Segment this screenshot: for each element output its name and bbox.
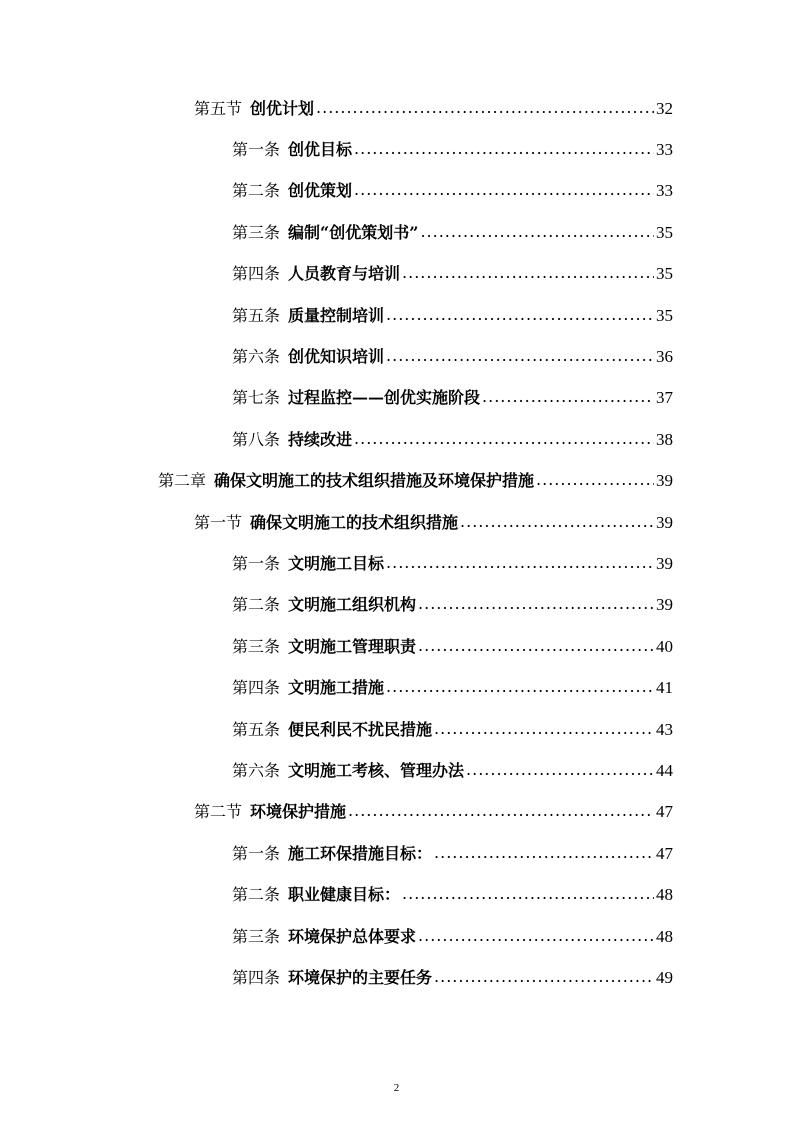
toc-entry-number: 第四条 <box>232 264 281 284</box>
toc-entry-page: 48 <box>656 885 673 905</box>
toc-entry-number: 第八条 <box>232 429 281 449</box>
toc-entry-title: 过程监控——创优实施阶段 <box>288 388 481 408</box>
toc-entry-title: 确保文明施工的技术组织措施 <box>250 512 459 532</box>
toc-entry-page: 40 <box>656 636 673 656</box>
toc-label <box>232 761 464 781</box>
toc-entry[interactable] <box>0 874 793 915</box>
toc-entry[interactable] <box>0 254 793 295</box>
toc-label <box>232 554 384 574</box>
toc-label <box>232 140 352 160</box>
toc-entry[interactable] <box>0 336 793 377</box>
toc-entry-page: 39 <box>656 512 673 532</box>
toc-label <box>232 430 352 450</box>
toc-entry-number: 第四条 <box>232 678 281 698</box>
toc-entry-page: 36 <box>656 347 673 367</box>
toc-entry-number: 第六条 <box>232 760 281 780</box>
toc-entry-page: 35 <box>656 305 673 325</box>
dot-leader <box>434 719 654 739</box>
toc-label <box>232 264 400 284</box>
toc-label <box>232 678 384 698</box>
toc-entry-number: 第一条 <box>232 553 281 573</box>
toc-entry[interactable] <box>0 585 793 626</box>
toc-entry-title: 创优目标 <box>288 140 353 160</box>
toc-entry[interactable] <box>0 750 793 791</box>
toc-label <box>194 99 314 119</box>
toc-label <box>232 388 480 408</box>
toc-entry-title: 环境保护措施 <box>250 802 347 822</box>
toc-label <box>232 844 432 864</box>
toc-label <box>232 223 418 243</box>
dot-leader <box>354 139 654 159</box>
page-number: 2 <box>393 1082 400 1094</box>
toc-entry[interactable] <box>0 916 793 957</box>
dot-leader <box>386 346 654 366</box>
toc-label <box>232 927 416 947</box>
toc-entry[interactable] <box>0 461 793 502</box>
toc-entry[interactable] <box>0 957 793 998</box>
dot-leader <box>354 180 654 200</box>
toc-entry-title: 环境保护总体要求 <box>288 926 417 946</box>
dot-leader <box>418 594 654 614</box>
toc-entry-title: 创优计划 <box>250 98 315 118</box>
toc-entry[interactable] <box>0 171 793 212</box>
toc-entry-number: 第二条 <box>232 885 281 905</box>
dot-leader <box>482 387 654 407</box>
toc-entry-number: 第七条 <box>232 388 281 408</box>
toc-entry-number: 第二节 <box>194 802 243 822</box>
toc-entry-title: 创优知识培训 <box>288 347 385 367</box>
toc-entry-page: 43 <box>656 719 673 739</box>
toc-entry-title: 文明施工管理职责 <box>288 636 417 656</box>
toc-label <box>232 306 384 326</box>
toc-entry-page: 33 <box>656 140 673 160</box>
dot-leader <box>460 512 654 532</box>
dot-leader <box>466 760 654 780</box>
toc-label <box>194 802 346 822</box>
toc-entry-page: 35 <box>656 264 673 284</box>
toc-entry[interactable] <box>0 833 793 874</box>
toc-label <box>158 471 534 491</box>
toc-entry-title: 创优策划 <box>288 181 353 201</box>
dot-leader <box>434 967 654 987</box>
toc-entry-number: 第四条 <box>232 967 281 987</box>
toc-entry-page: 41 <box>656 678 673 698</box>
toc-entry-page: 39 <box>656 553 673 573</box>
toc-entry-title: 便民利民不扰民措施 <box>288 719 433 739</box>
dot-leader <box>434 843 654 863</box>
toc-entry[interactable] <box>0 295 793 336</box>
toc-entry-title: 文明施工措施 <box>288 678 385 698</box>
toc-entry-page: 49 <box>656 967 673 987</box>
toc-entry[interactable] <box>0 667 793 708</box>
toc-label <box>232 885 400 905</box>
toc-entry[interactable] <box>0 419 793 460</box>
toc-label <box>232 720 432 740</box>
toc-entry-title: 确保文明施工的技术组织措施及环境保护措施 <box>214 471 535 491</box>
toc-entry-title: 持续改进 <box>288 429 353 449</box>
dot-leader <box>354 429 654 449</box>
toc-entry-number: 第三条 <box>232 926 281 946</box>
dot-leader <box>420 222 654 242</box>
toc-entry-number: 第六条 <box>232 347 281 367</box>
toc-entry[interactable] <box>0 212 793 253</box>
toc-entry-title: 编制“创优策划书” <box>288 222 419 242</box>
dot-leader <box>536 470 654 490</box>
toc-entry-number: 第一条 <box>232 140 281 160</box>
toc-entry-title: 人员教育与培训 <box>288 264 401 284</box>
toc-entry[interactable] <box>0 378 793 419</box>
dot-leader <box>386 305 654 325</box>
toc-entry-page: 47 <box>656 802 673 822</box>
toc-entry-number: 第二章 <box>158 471 207 491</box>
toc-entry-title: 文明施工组织机构 <box>288 595 417 615</box>
toc-entry-number: 第二条 <box>232 181 281 201</box>
toc-entry-title: 环境保护的主要任务 <box>288 967 433 987</box>
dot-leader <box>418 926 654 946</box>
toc-entry-title: 文明施工目标 <box>288 553 385 573</box>
toc-entry-number: 第一节 <box>194 512 243 532</box>
toc-entry[interactable] <box>0 502 793 543</box>
dot-leader <box>402 263 654 283</box>
toc-entry-title: 施工环保措施目标： <box>288 843 433 863</box>
table-of-contents <box>0 88 793 999</box>
toc-label <box>232 968 432 988</box>
toc-entry-page: 33 <box>656 181 673 201</box>
toc-entry-number: 第五条 <box>232 719 281 739</box>
toc-entry-page: 38 <box>656 429 673 449</box>
toc-entry-number: 第二条 <box>232 595 281 615</box>
toc-entry-number: 第五条 <box>232 305 281 325</box>
toc-entry-title: 职业健康目标： <box>288 885 401 905</box>
toc-entry-page: 37 <box>656 388 673 408</box>
dot-leader <box>316 98 654 118</box>
toc-label <box>232 595 416 615</box>
toc-entry-number: 第三条 <box>232 636 281 656</box>
toc-entry[interactable] <box>0 792 793 833</box>
toc-entry-page: 39 <box>656 595 673 615</box>
toc-entry-title: 文明施工考核、管理办法 <box>288 760 465 780</box>
dot-leader <box>418 636 654 656</box>
toc-entry-page: 44 <box>656 760 673 780</box>
dot-leader <box>386 553 654 573</box>
toc-entry-page: 32 <box>656 98 673 118</box>
toc-label <box>232 347 384 367</box>
toc-entry-number: 第三条 <box>232 222 281 242</box>
toc-entry[interactable] <box>0 709 793 750</box>
toc-entry-page: 35 <box>656 222 673 242</box>
dot-leader <box>402 884 654 904</box>
toc-label <box>194 513 458 533</box>
toc-entry-page: 48 <box>656 926 673 946</box>
toc-entry-page: 39 <box>656 471 673 491</box>
toc-entry-number: 第五节 <box>194 98 243 118</box>
toc-entry-title: 质量控制培训 <box>288 305 385 325</box>
dot-leader <box>348 801 654 821</box>
toc-entry[interactable] <box>0 88 793 129</box>
toc-label <box>232 637 416 657</box>
toc-entry[interactable] <box>0 129 793 170</box>
dot-leader <box>386 677 654 697</box>
toc-entry-page: 47 <box>656 843 673 863</box>
toc-entry[interactable] <box>0 626 793 667</box>
toc-label <box>232 181 352 201</box>
toc-entry[interactable] <box>0 543 793 584</box>
toc-entry-number: 第一条 <box>232 843 281 863</box>
